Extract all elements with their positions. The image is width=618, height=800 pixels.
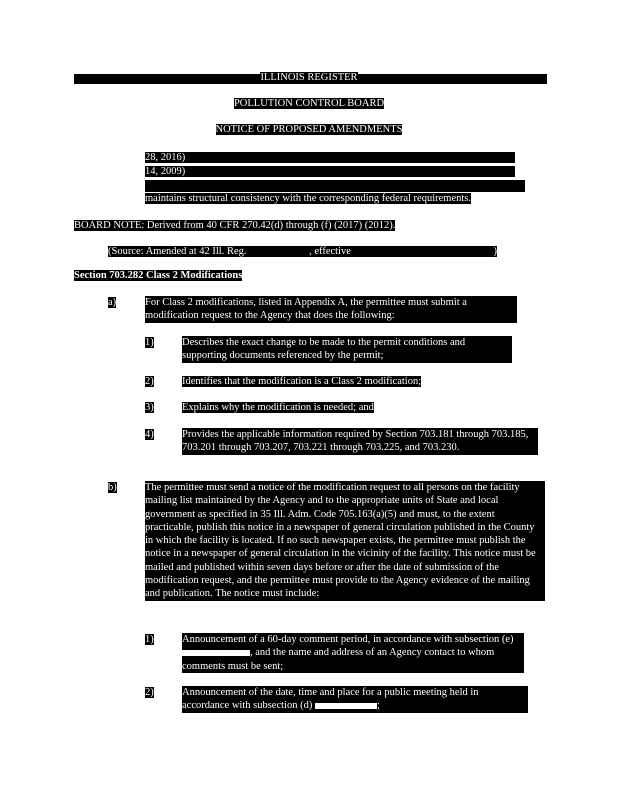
item-a4-label: 4): [145, 429, 154, 440]
intro-line-2: 14, 2009): [145, 166, 515, 178]
item-a4-text: Provides the applicable information required by Section 703.181 through 703.185, 703.201 through 703.207, 703.221 through 703.225, and 703.230.: [182, 428, 538, 455]
source-blank: [249, 246, 309, 258]
item-b1-text: Announcement of a 60-day comment period, in accordance with subsection (e) , and the name and address of an Agency contact to whom comments must be sent;: [182, 633, 524, 673]
item-a-label: a): [108, 297, 117, 308]
item-a1-label: 1): [145, 337, 154, 348]
board-title: POLLUTION CONTROL BOARD: [233, 98, 385, 109]
source-line: (Source: Amended at 42 Ill. Reg. , effective ): [108, 246, 498, 258]
item-a2-text: Identifies that the modification is a Class 2 modification;: [182, 376, 422, 387]
item-a2-label: 2): [145, 376, 154, 387]
redacted-mark: [182, 650, 250, 656]
obscured-block: [145, 180, 525, 192]
effective-blank: [354, 246, 494, 258]
redacted-mark: [315, 703, 377, 709]
item-b2-text: Announcement of the date, time and place for a public meeting held in accordance with subsection (d) ;: [182, 686, 528, 713]
obscured-text: [185, 166, 515, 177]
item-a-text: For Class 2 modifications, listed in Appendix A, the permittee must submit a modification request to the Agency that does the following:: [145, 296, 517, 323]
item-b-label: b): [108, 482, 117, 493]
register-title: ILLINOIS REGISTER: [260, 72, 358, 83]
item-a3-label: 3): [145, 402, 154, 413]
item-b2-label: 2): [145, 687, 154, 698]
item-a1-text: Describes the exact change to be made to the permit conditions and supporting documents referenced by the permit;: [182, 336, 512, 363]
intro-line-4: maintains structural consistency with the corresponding federal requirements.: [145, 193, 471, 204]
item-b-text: The permittee must send a notice of the modification request to all persons on the facility mailing list maintained by the Agency and to the appropriate units of State and local government as specified in 35 Ill. Adm. Code 705.163(a)(5) and must, to the extent practicable, publish this notice in a newspaper of general circulation published in the County in which the facility is located. If no such newspaper exists, the permittee must publish the notice in a newspaper of general circulation in the vicinity of the facility. This notice must be mailed and published within seven days before or after the date of submission of the modification request, and the permittee must provide to the Agency evidence of the mailing and publication. The notice must include:: [145, 481, 545, 601]
obscured-text: [185, 152, 515, 163]
intro-line-1: 28, 2016): [145, 152, 515, 164]
section-heading: Section 703.282 Class 2 Modifications: [74, 270, 243, 281]
notice-title: NOTICE OF PROPOSED AMENDMENTS: [215, 124, 403, 135]
item-a3-text: Explains why the modification is needed; and: [182, 402, 374, 413]
board-note: BOARD NOTE: Derived from 40 CFR 270.42(d) through (f) (2017) (2012).: [74, 220, 396, 231]
item-b1-label: 1): [145, 634, 154, 645]
